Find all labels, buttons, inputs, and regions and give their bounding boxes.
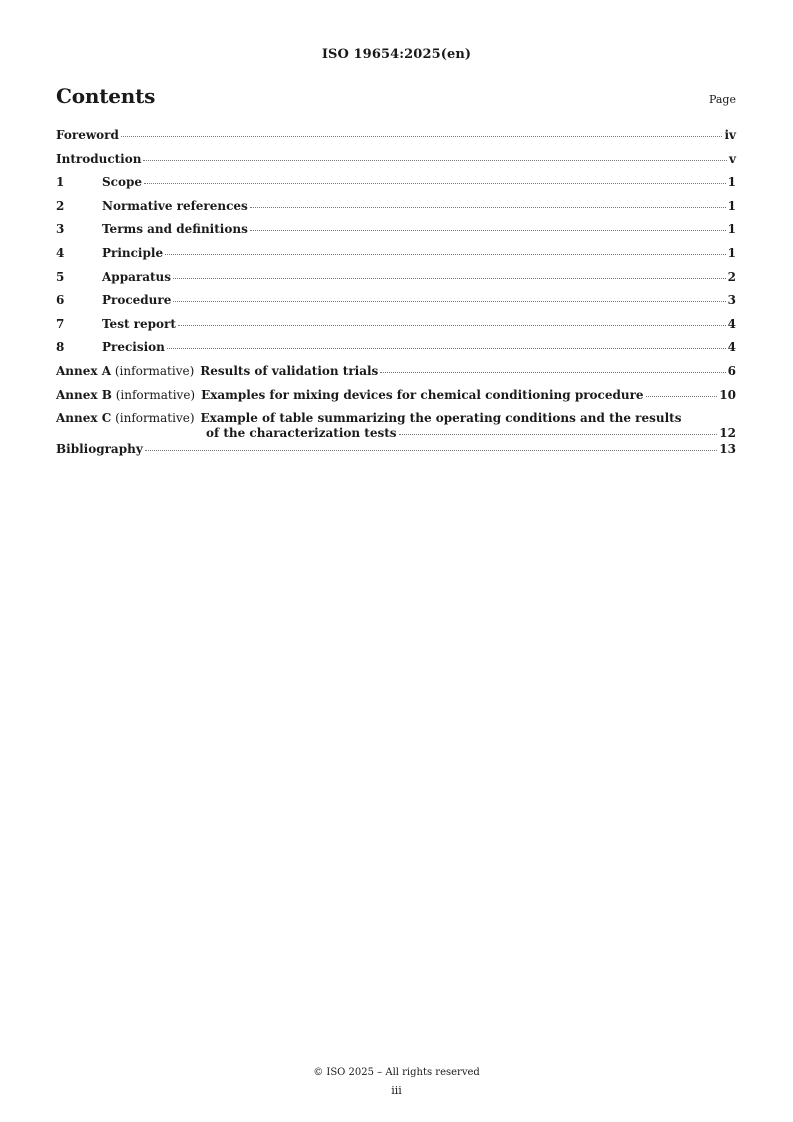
toc-leader-dots	[173, 301, 725, 302]
toc-entry-annex-a[interactable]	[56, 364, 736, 388]
toc-clause-number: 6	[56, 293, 65, 308]
annex-prefix	[56, 388, 195, 403]
toc-label: Bibliography	[56, 442, 143, 457]
toc-page-number: 3	[727, 293, 736, 308]
toc-leader-dots	[143, 160, 727, 161]
toc-clause-number: 8	[56, 340, 65, 355]
annex-c-line-1	[56, 411, 736, 426]
footer-page-number: iii	[391, 1084, 402, 1097]
toc-clause-number: 7	[56, 316, 65, 331]
toc-leader-dots	[178, 325, 726, 326]
toc-label: Procedure	[102, 293, 172, 308]
toc-clause-number: 3	[56, 222, 65, 237]
toc-label: Introduction	[56, 151, 142, 166]
contents-title: Contents	[56, 84, 156, 108]
toc-clause-number: 1	[56, 175, 65, 190]
toc-page-number: iv	[724, 128, 736, 142]
annex-type: (informative)	[114, 363, 195, 378]
toc-label-continuation: of the characterization tests	[206, 426, 397, 441]
toc-label: Example of table summarizing the operating conditions and the results	[200, 411, 682, 426]
toc-entry-clause-3[interactable]	[56, 222, 736, 246]
toc-label: Examples for mixing devices for chemical conditioning procedure	[201, 387, 644, 402]
toc-page-number: 1	[727, 198, 736, 213]
toc-entry-clause-6[interactable]	[56, 293, 736, 317]
annex-c-line-2	[56, 426, 736, 441]
annex-c-wrap	[56, 411, 736, 441]
toc-leader-dots	[167, 348, 726, 349]
toc-label: Test report	[102, 316, 176, 331]
toc-leader-dots	[121, 136, 723, 137]
toc-entry-bibliography[interactable]	[56, 442, 736, 466]
toc-entry-clause-1[interactable]	[56, 175, 736, 199]
page-column-label: Page	[708, 93, 736, 106]
toc-leader-dots	[173, 278, 726, 279]
toc-label: Precision	[102, 340, 165, 355]
toc-entry-clause-8[interactable]	[56, 340, 736, 364]
toc-page-number: 2	[727, 269, 736, 284]
toc-leader-dots	[165, 254, 726, 255]
toc-label: Principle	[102, 245, 164, 260]
toc-label: Apparatus	[102, 269, 171, 284]
toc-entry-annex-b[interactable]	[56, 388, 736, 412]
toc-page-number: 10	[719, 387, 736, 402]
toc-leader-dots	[250, 230, 726, 231]
contents-heading-row	[56, 84, 736, 112]
toc-leader-dots	[380, 372, 725, 373]
toc-leader-dots	[145, 450, 718, 451]
toc-clause-number: 5	[56, 269, 65, 284]
toc-leader-dots	[144, 183, 726, 184]
toc-page-number: v	[729, 151, 736, 166]
toc-leader-dots	[399, 434, 718, 435]
toc-clause-number: 4	[56, 245, 65, 260]
toc-page-number: 4	[727, 316, 736, 331]
toc-page-number: 6	[727, 363, 736, 378]
toc-label: Scope	[102, 175, 143, 190]
toc-page-number: 4	[727, 340, 736, 355]
toc-entry-clause-4[interactable]	[56, 246, 736, 270]
toc-label: Normative references	[102, 198, 248, 213]
annex-prefix	[56, 411, 195, 426]
annex-type: (informative)	[115, 387, 196, 402]
annex-prefix	[56, 364, 194, 379]
annex-id: Annex A	[56, 363, 112, 378]
toc-entry-introduction[interactable]	[56, 152, 736, 176]
annex-id: Annex C	[56, 411, 112, 426]
toc-page-number: 1	[727, 175, 736, 190]
toc-page-number: 1	[727, 245, 736, 260]
toc-label: Foreword	[56, 128, 119, 142]
toc-entry-clause-7[interactable]	[56, 317, 736, 341]
table-of-contents	[56, 128, 736, 466]
toc-label: Terms and definitions	[102, 222, 248, 237]
annex-type: (informative)	[115, 411, 195, 426]
toc-entry-clause-2[interactable]	[56, 199, 736, 223]
toc-label: Results of validation trials	[200, 363, 379, 378]
toc-page-number: 13	[719, 442, 736, 457]
toc-page-number: 1	[727, 222, 736, 237]
toc-entry-clause-5[interactable]	[56, 270, 736, 294]
annex-id: Annex B	[56, 387, 112, 402]
toc-leader-dots	[250, 207, 726, 208]
toc-leader-dots	[646, 396, 718, 397]
toc-entry-annex-c[interactable]	[56, 411, 736, 442]
toc-clause-number: 2	[56, 198, 65, 213]
footer-copyright: © ISO 2025 – All rights reserved	[313, 1067, 480, 1078]
toc-entry-foreword[interactable]	[56, 128, 736, 152]
document-id-header: ISO 19654:2025(en)	[321, 47, 472, 62]
toc-page-number: 12	[719, 426, 736, 441]
